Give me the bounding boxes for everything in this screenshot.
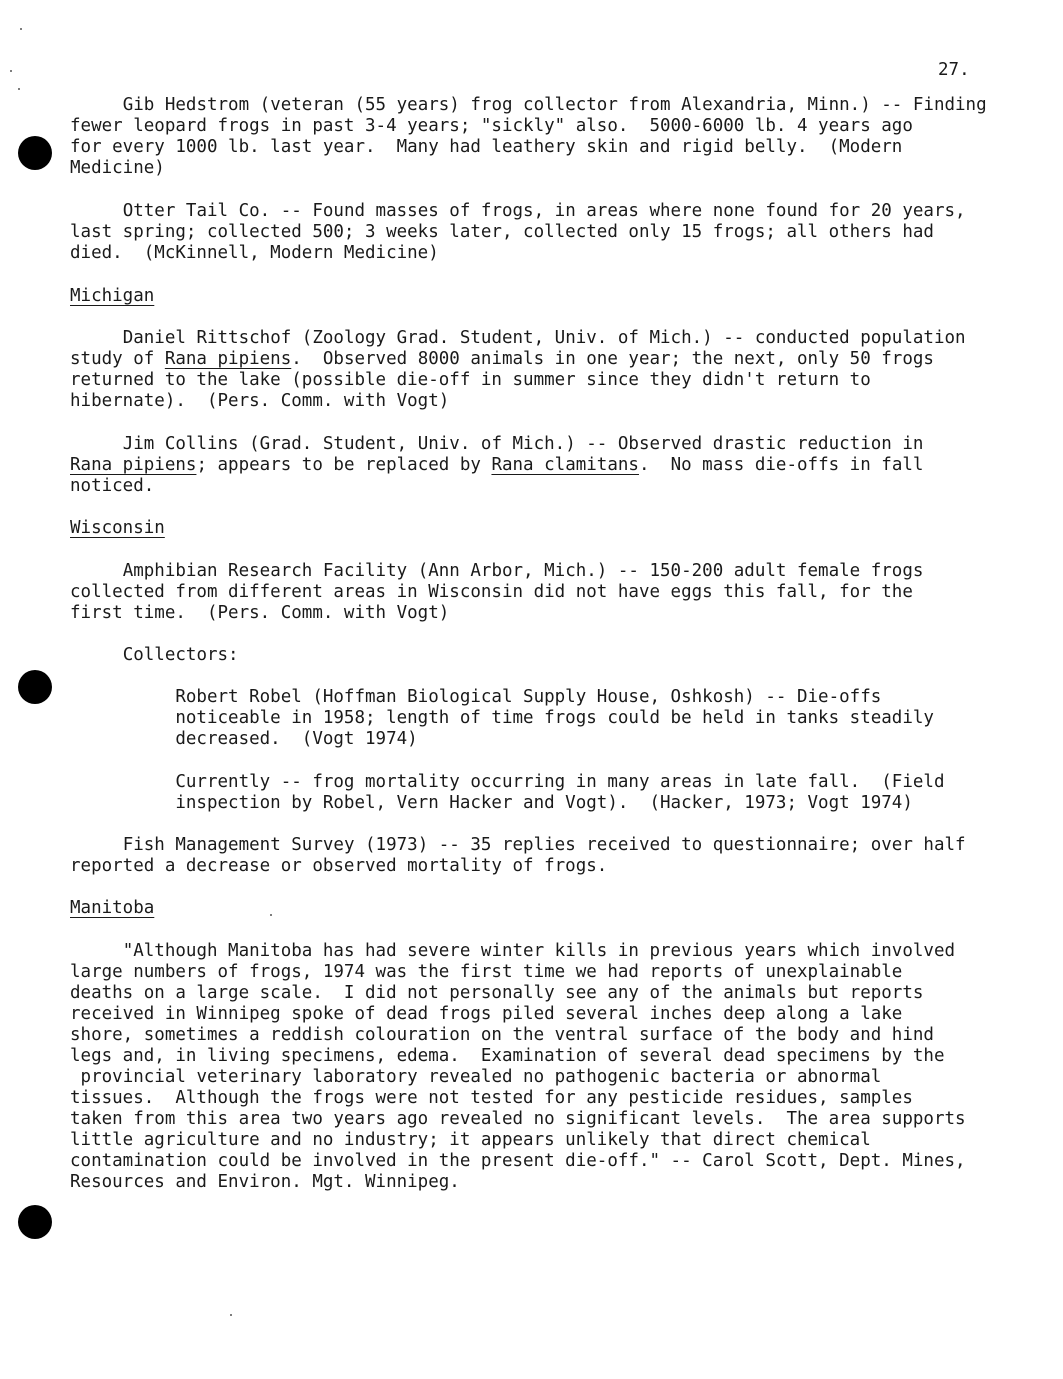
section-heading-manitoba: Manitoba	[70, 898, 155, 918]
entry-text: Daniel Rittschof (Zoology Grad. Student, Univ. of Mich.) -- conducted population study of	[70, 328, 966, 369]
species-name: Rana pipiens	[164, 349, 292, 369]
page-number: 27.	[938, 60, 970, 80]
scan-speck	[20, 28, 22, 30]
punch-hole-top	[18, 136, 52, 170]
entry-robel: Robert Robel (Hoffman Biological Supply House, Oshkosh) -- Die-offs noticeable in 1958; length of time frogs could be held in tanks steadily decreased. (Vogt 1974)	[175, 687, 934, 749]
section-heading-wisconsin: Wisconsin	[70, 518, 165, 538]
entry-text: ; appears to be replaced by	[196, 455, 492, 475]
entry-text: Jim Collins (Grad. Student, Univ. of Mich.) -- Observed drastic reduction in	[122, 434, 924, 454]
entry-hedstrom: Gib Hedstrom (veteran (55 years) frog collector from Alexandria, Minn.) -- Finding fewer leopard frogs in past 3-4 years; "sickly" also. 5000-6000 lb. 4 years ago for every 1000 lb. last year. Many had leathery skin and rigid belly. (Modern Medicine)	[70, 95, 987, 178]
entry-manitoba-quote: "Although Manitoba has had severe winter kills in previous years which involved large numbers of frogs, 1974 was the first time we had reports of unexplainable deaths on a large scale. I did not personally see any of the animals but reports received in Winnipeg spoke of dead frogs piled several inches deep along a lake shore, sometimes a reddish colouration on the ventral surface of the body and hind legs and, in living specimens, edema. Examination of several dead specimens by the provincial veterinary laboratory revealed no pathogenic bacteria or abnormal tissues. Although the frogs were not tested for any pesticide residues, samples taken from this area two years ago revealed no significant levels. The area supports little agriculture and no industry; it appears unlikely that direct chemical contamination could be involved in the present die-off." -- Carol Scott, Dept. Mines, Resources and Environ. Mgt. Winnipeg.	[70, 941, 966, 1192]
entry-fish-survey: Fish Management Survey (1973) -- 35 replies received to questionnaire; over half reported a decrease or observed mortality of frogs.	[70, 835, 966, 876]
scan-speck	[18, 88, 20, 90]
species-name: Rana clamitans	[491, 455, 639, 475]
entry-amphibian-facility: Amphibian Research Facility (Ann Arbor, Mich.) -- 150-200 adult female frogs collected from different areas in Wisconsin did not have eggs this fall, for the first time. (Pers. Comm. with Vogt)	[70, 561, 924, 623]
punch-hole-middle	[18, 670, 52, 704]
entry-currently: Currently -- frog mortality occurring in many areas in late fall. (Field inspection by Robel, Vern Hacker and Vogt). (Hacker, 1973; Vogt 1974)	[175, 772, 945, 813]
scan-speck	[10, 70, 12, 72]
species-name: Rana pipiens	[70, 455, 197, 475]
collectors-label: Collectors:	[70, 645, 239, 665]
scan-speck	[270, 914, 272, 916]
entry-collins	[70, 434, 1000, 497]
entry-text: . Observed 8000 animals in one year; the next, only 50 frogs returned to the lake (possible die-off in summer since they didn't return to hibernate). (Pers. Comm. with Vogt)	[70, 349, 934, 411]
entry-otter-tail: Otter Tail Co. -- Found masses of frogs, in areas where none found for 20 years, last spring; collected 500; 3 weeks later, collected only 15 frogs; all others had died. (McKinnell, Modern Medicine)	[70, 201, 966, 263]
section-heading-michigan: Michigan	[70, 286, 155, 306]
scan-speck	[230, 1314, 232, 1316]
entry-rittschof	[70, 328, 1000, 412]
punch-hole-bottom	[18, 1205, 52, 1239]
entry-text: . No mass die-offs in fall noticed.	[70, 455, 924, 496]
